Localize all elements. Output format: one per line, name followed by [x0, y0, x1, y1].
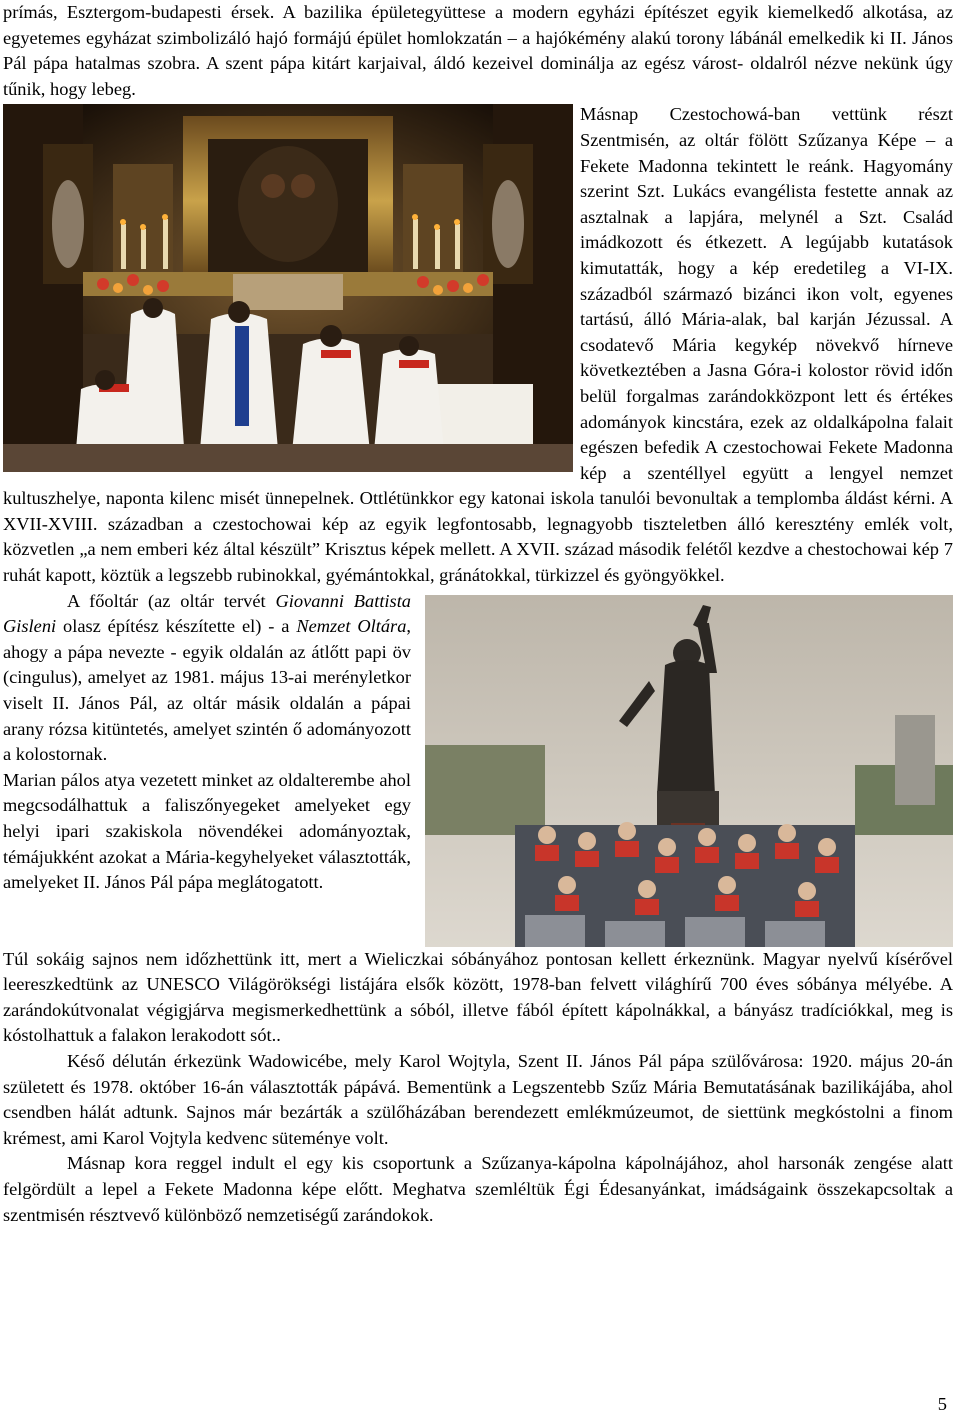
- paragraph-wadowice: Késő délután érkezünk Wadowicébe, mely Karol Wojtyla, Szent II. János Pál pápa szülővárosa: 1920. május 20-án született és 1978. október 16-án választották pápává. Bementünk a Legszentebb Szűz Mária Bemutatásának bazilikájába, ahol csendben hálát adtunk. Sajnos már bezárták a szülőházában berendezett emlékmúzeumot, de siettünk megkóstolni a finom krémest, ami Karol Vojtyla kedvenc süteménye volt.: [3, 1051, 953, 1148]
- page-number: 5: [937, 1394, 947, 1414]
- altar-section: [3, 589, 953, 947]
- paragraph-next-morning: Másnap kora reggel indult el egy kis csoportunk a Szűzanya-kápolna kápolnájához, ahol harsonák zengése alatt felgördült a lepel a Fekete Madonna képe előtt. Meghatva szemléltük Égi Édesanyánkat, imádságaink összekapcsoltak a szentmisén résztvevő különböző nemzetiségű zarándokok.: [3, 1153, 953, 1225]
- paragraph-tapestries: Marian pálos atya vezetett minket az oldalterembe ahol megcsodálhattuk a faliszőnyegeket amelyeket egy helyi ipari szakiskola növendékei adományoztak, témájukként azokat a Mária-kegyhelyeket választották, amelyeket II. János Pál pápa meglátogatott.: [3, 769, 411, 893]
- text-run: olasz építész készítette el) - a: [56, 616, 297, 637]
- text-run: A főoltár (az oltár tervét: [67, 590, 276, 611]
- statue-group-photo: [425, 595, 953, 947]
- document-page: [3, 0, 953, 1417]
- paragraph-czestochowa: Másnap Czestochowá-ban vettünk részt Szentmisén, az oltár fölött Szűzanya Képe – a Fekete Madonna tekintett le reánk. Hagyomány szerint Szt. Lukács evangélista festette annak az asztalnak a lapjára, melynél a Szt. Család imádkozott és étkezett. A legújabb kutatások kimutatták, hogy a kép eredetileg a VI-IX. századból származó bizánci ikon volt, egyenes tartású, álló Mária-alak, bal karján Jézussal. A csodatevő Mária kegykép növekvő hírneve következtében a Jasna Góra-i kolostor rövid időn belül forgalmas zarándokközpont lett és értékes adományok kincstára, ezek az oldalkápolna falait egészen befedik A czestochowai Fekete Madonna kép a szentéllyel együtt a lengyel nemzet kultuszhelye, naponta kilenc misét ünnepelnek. Ottlétünkkor egy katonai iskola tanulói bevonultak a templomba áldást kérni. A XVII-XVIII. században a czestochowai kép az egyik legfontosabb, legnagyobb tiszteletben álló keresztény emlék volt, közvetlen „a nem emberi kéz által készült” Krisztus képek mellett. A XVII. század második felétől kezdve a chestochowai kép 7 ruhát kapott, köztük a legszebb rubinokkal, gyémántokkal, gránátokkal, türkizzel és gyöngyökkel.: [3, 104, 953, 586]
- altar-photo: [3, 104, 573, 472]
- paragraph-basilica: prímás, Esztergom-budapesti érsek. A bazilika épületegyüttese a modern egyházi építészet egyik kiemelkedő alkotása, az egyetemes egyházat szimbolizáló hajó formájú épület homlokzatán – a hajókémény alakú torony lábánál emelkedik ki II. János Pál pápa hatalmas szobra. A szent pápa kitárt karjaival, áldó kezeivel dominálja az egész várost- oldalról nézve nekünk úgy tűnik, hogy lebeg.: [3, 2, 953, 99]
- altar-photo-image: [3, 104, 573, 472]
- paragraph-wieliczka: Túl sokáig sajnos nem időzhettünk itt, mert a Wieliczkai sóbányához pontosan kellett érkeznünk. Magyar nyelvű kísérővel leereszkedtünk az UNESCO Világörökségi listájára elsők között, 1978-ban felvett világhírű 700 éves sóbánya mélyébe. A zarándokútvonalat végigjárva megismerkedhettünk a sóból, illetve fából épített kápolnákkal, a bányász tradíciókkal, meg is kóstolhattuk a falakon lerakodott sót..: [3, 948, 953, 1046]
- altar-name: Nemzet Oltára: [296, 616, 407, 637]
- architect-name: Giovanni Battista Gisleni: [3, 590, 412, 637]
- czestochowa-section: [3, 102, 953, 588]
- statue-group-photo-image: [425, 595, 953, 947]
- text-run: , ahogy a pápa nevezte - egyik oldalán az átlőtt papi öv (cingulus), amelyet az 1981. május 13-ai merényletkor viselt II. János Pál, az oltár másik oldalán a pápai arany rózsa kitüntetés, amelyet szintén ő adományozott a kolostornak.: [3, 616, 411, 765]
- group-crowd: [515, 822, 855, 947]
